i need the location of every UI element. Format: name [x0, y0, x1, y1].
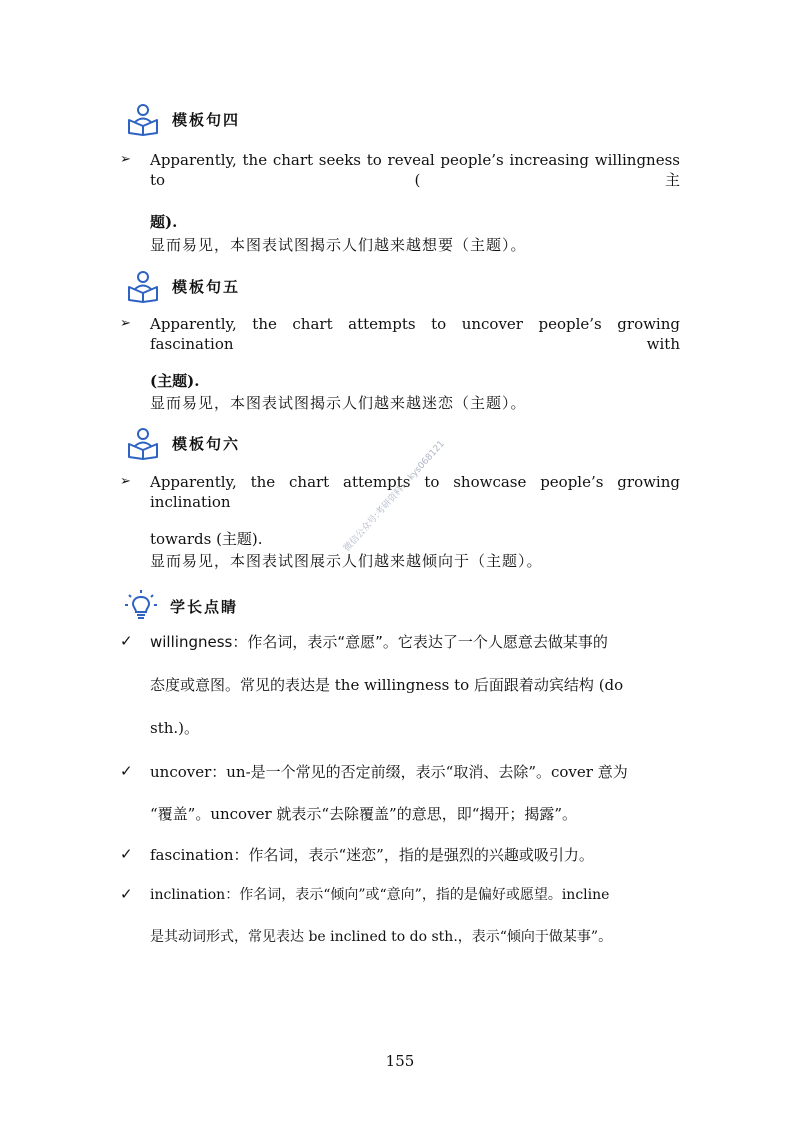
tip-line: willingness：作名词，表示“意愿”。它表达了一个人愿意去做某事的: [150, 633, 608, 651]
reader-book-icon: [126, 269, 160, 303]
arrowhead-bullet-icon: ➢: [120, 316, 131, 331]
watermark: 微信公众号:考研资料… kys068121: [342, 439, 447, 554]
template-heading-text: 模板句四: [172, 110, 241, 129]
tip-line: 是其动词形式，常见表达 be inclined to do sth.，表示“倾向于做某事”。: [150, 929, 613, 945]
checkmark-icon: ✓: [120, 632, 133, 650]
english-sentence-line1: Apparently, the chart attempts to showcase people’s growing inclination: [150, 473, 680, 511]
arrowhead-bullet-icon: ➢: [120, 152, 131, 167]
checkmark-icon: ✓: [120, 762, 133, 780]
tip-willingness: [120, 632, 680, 738]
template-heading-4: [126, 101, 240, 137]
template-heading-text: 模板句六: [172, 434, 241, 453]
tip-uncover: [120, 762, 680, 824]
tip-line: fascination：作名词，表示“迷恋”，指的是强烈的兴趣或吸引力。: [150, 846, 594, 864]
english-sentence-line1: Apparently, the chart attempts to uncover people’s growing fascination with: [150, 315, 680, 353]
chinese-translation-5: 显而易见，本图表试图揭示人们越来越迷恋（主题）。: [150, 394, 527, 412]
template-heading-text: 模板句五: [172, 277, 241, 296]
template-heading-5: [126, 268, 240, 304]
template-sentence-5: [120, 314, 680, 391]
reader-book-icon: [126, 102, 160, 136]
tip-line: inclination：作名词，表示“倾向”或“意向”，指的是偏好或愿望。incline: [150, 887, 610, 903]
tip-line: 态度或意图。常见的表达是 the willingness to 后面跟着动宾结构 (do: [150, 676, 624, 694]
tip-inclination: [120, 885, 680, 947]
template-heading-6: [126, 425, 240, 461]
english-sentence-line1: Apparently, the chart seeks to reveal people’s increasing willingness to (主: [150, 151, 680, 189]
chinese-translation-4: 显而易见，本图表试图揭示人们越来越想要（主题）。: [150, 236, 527, 254]
english-sentence-line2: 题).: [150, 213, 178, 231]
tips-heading: [124, 588, 238, 624]
english-sentence-line2: towards (主题).: [150, 530, 263, 548]
checkmark-icon: ✓: [120, 845, 133, 863]
arrowhead-bullet-icon: ➢: [120, 474, 131, 489]
tip-line: uncover：un-是一个常见的否定前缀，表示“取消、去除”。cover 意为: [150, 763, 628, 781]
tip-line: sth.)。: [150, 719, 200, 737]
tips-heading-text: 学长点睛: [170, 597, 239, 616]
tip-line: “覆盖”。uncover 就表示“去除覆盖”的意思，即“揭开；揭露”。: [150, 805, 578, 823]
reader-book-icon: [126, 426, 160, 460]
checkmark-icon: ✓: [120, 885, 133, 903]
template-sentence-4: [120, 150, 680, 232]
chinese-translation-6: 显而易见，本图表试图展示人们越来越倾向于（主题）。: [150, 552, 543, 570]
page-number: 155: [385, 1052, 415, 1070]
english-sentence-line2: (主题).: [150, 372, 200, 390]
lightbulb-icon: [124, 589, 158, 623]
tip-fascination: [120, 845, 680, 865]
